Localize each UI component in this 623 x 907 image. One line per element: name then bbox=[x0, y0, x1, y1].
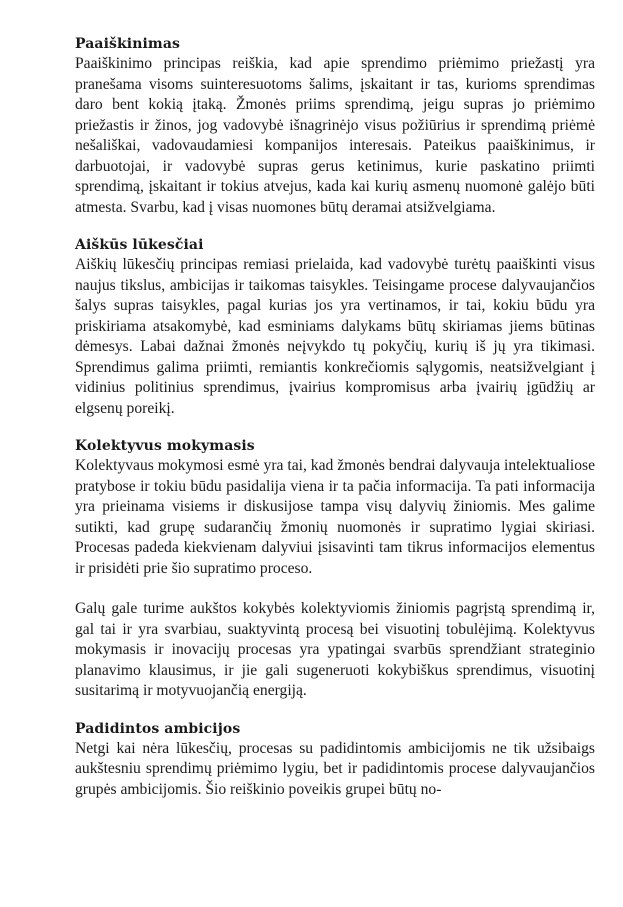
section-heading: Padidintos ambicijos bbox=[75, 720, 241, 737]
section-paragraph: Kolektyvaus mokymosi esmė yra tai, kad žmonės bendrai dalyvauja intelektualiose pratybose ir tokiu būdu pasidalija viena ir ta pačia informacija. Ta pati informacija yra prieinama visiems ir diskusijose tampa visų dalyvių žiniomis. Mes galime sutikti, kad grupę sudarančių žmonių nuomonės ir supratimo lygiai skiriasi. Procesas padeda kiekvienam dalyviui įsisavinti tam tikrus informacijos elementus ir prisidėti prie šio supratimo proceso. bbox=[75, 457, 595, 577]
section-explanation bbox=[75, 34, 595, 218]
section-paragraph: Paaiškinimo principas reiškia, kad apie sprendimo priėmimo priežastį yra pranešama visoms suinteresuotoms šalims, įskaitant ir tas, kurioms sprendimas daro bent kokią įtaką. Žmonės priims sprendimą, jeigu supras jo priėmimo priežastis ir žinos, jog vadovybė išnagrinėjo visus požiūrius ir sprendimą priėmė nešališkai, vadovaudamiesi kompanijos interesais. Pateikus paaiškinimus, ir darbuotojai, ir vadovybė supras gerus ketinimus, kurie paskatino priimti sprendimą, įskaitant ir tokius atvejus, kada kai kurių asmenų nuomonė galėjo būti atmesta. Svarbu, kad į visas nuomones būtų deramai atsižvelgiama. bbox=[75, 55, 595, 216]
section-paragraph: Galų gale turime aukštos kokybės kolektyviomis žiniomis pagrįstą sprendimą ir, gal tai ir yra svarbiau, suaktyvintą procesą bei visuotinį tobulėjimą. Kolektyvus mokymasis ir inovacijų procesas yra ypatingai svarbūs sprendžiant strateginio planavimo klausimus, ir jie gali sugeneruoti kokybiškus sprendimus, visuotinį susitarimą ir motyvuojančią energiją. bbox=[75, 600, 595, 699]
section-heading: Aiškūs lūkesčiai bbox=[75, 237, 204, 253]
section-increased-ambitions bbox=[75, 719, 595, 801]
section-paragraph: Aiškių lūkesčių principas remiasi prielaida, kad vadovybė turėtų paaiškinti visus naujus tikslus, ambicijas ir taikomas taisykles. Teisingame procese dalyvaujančios šalys supras taisykles, pagal kurias jos yra vertinamos, ir tai, kokiu būdu yra priskiriama atsakomybė, kad esminiams dalykams būtų skiriamas jiems būtinas dėmesys. Labai dažnai žmonės neįvykdo tų pokyčių, kurių iš jų yra tikimasi. Sprendimus galima priimti, remiantis konkrečiomis sąlygomis, neatsižvelgiant į vidinius politinius sprendimus, įvairius kompromisus arba įvairių įgūdžių ar elgsenų poreikį. bbox=[75, 256, 595, 417]
section-heading: Kolektyvus mokymasis bbox=[75, 438, 255, 454]
document-page bbox=[75, 34, 595, 800]
section-heading: Paaiškinimas bbox=[75, 36, 180, 52]
section-collective-learning bbox=[75, 436, 595, 702]
section-clear-expectations bbox=[75, 235, 595, 419]
section-paragraph: Netgi kai nėra lūkesčių, procesas su padidintomis ambicijomis ne tik užsibaigs aukštesniu sprendimų priėmimo lygiu, bet ir padidintomis procese dalyvaujančios grupės ambicijomis. Šio reiškinio poveikis grupei būtų no- bbox=[75, 739, 595, 798]
